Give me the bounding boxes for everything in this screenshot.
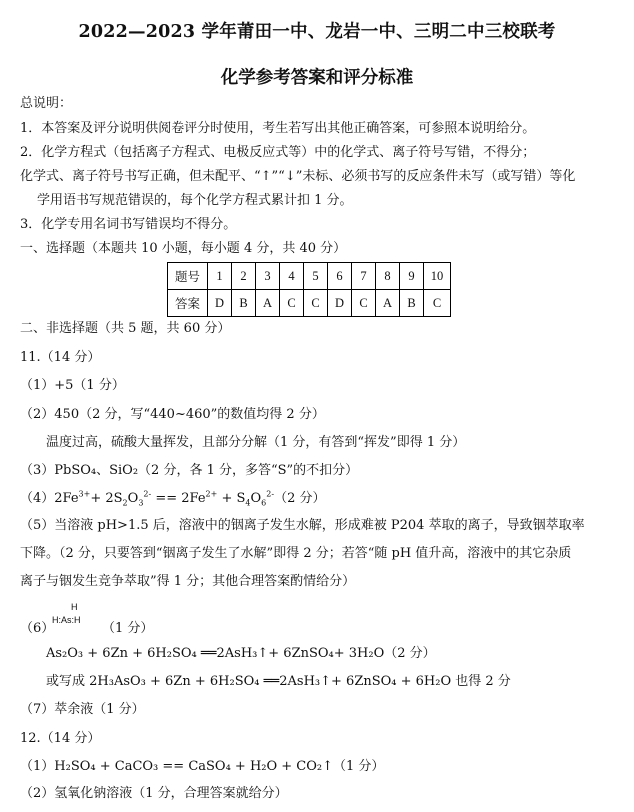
answer-cell: B <box>232 290 256 317</box>
page-title: 2022—2023 学年莆田一中、龙岩一中、三明二中三校联考 <box>78 22 556 42</box>
question-number: 6 <box>328 263 352 290</box>
q11-equation-2: 或写成 2H₃AsO₃ + 6Zn + 6H₂SO₄ ══2AsH₃↑+ 6ZnSO₄ + 6H₂O 也得 2 分 <box>46 674 511 689</box>
eq-sup: 3+ <box>78 489 91 499</box>
eq-text: + 2S <box>90 491 123 506</box>
q11-part-5-line3: 离子与铟发生竞争萃取”得 1 分；其他合理答案酌情给分） <box>20 574 356 589</box>
q11-part-4 <box>20 491 325 507</box>
arsine-lewis-structure <box>52 602 102 630</box>
answer-cell: C <box>352 290 376 317</box>
section-2-heading: 二、非选择题（共 5 题，共 60 分） <box>20 321 231 336</box>
q12-part-2: （2）氢氧化钠溶液（1 分，合理答案就给分） <box>20 786 288 801</box>
answer-cell: A <box>256 290 280 317</box>
eq-text: == 2Fe <box>151 491 206 506</box>
q11-part-2: （2）450（2 分，写“440~460”的数值均得 2 分） <box>20 407 325 422</box>
answer-cell: D <box>208 290 232 317</box>
q11-part-6-label: （6） <box>20 621 55 636</box>
eq-text: + S <box>217 491 246 506</box>
q12-heading: 12.（14 分） <box>20 731 101 746</box>
question-number: 10 <box>424 263 451 290</box>
row-label-answer: 答案 <box>168 290 208 317</box>
eq-sup: 2- <box>143 489 152 499</box>
eq-sub: 4 <box>245 498 251 508</box>
note-3: 3．化学专用名词书写错误均不得分。 <box>20 217 237 232</box>
section-1-heading: 一、选择题（本题共 10 小题，每小题 4 分，共 40 分） <box>20 241 347 256</box>
q11-part-5-line1: （5）当溶液 pH>1.5 后，溶液中的铟离子发生水解，形成难被 P204 萃取的离子，导致铟萃取率 <box>20 518 585 533</box>
page-subtitle: 化学参考答案和评分标准 <box>220 68 414 88</box>
question-number: 4 <box>280 263 304 290</box>
eq-text: O <box>127 491 139 506</box>
q11-part-7: （7）萃余液（1 分） <box>20 702 145 717</box>
answer-table <box>167 262 451 317</box>
eq-text: （2 分） <box>274 491 326 506</box>
eq-text: O <box>250 491 262 506</box>
q11-heading: 11.（14 分） <box>20 350 101 365</box>
answer-cell: A <box>376 290 400 317</box>
answer-cell: C <box>304 290 328 317</box>
note-2-cont2: 学用语书写规范错误的，每个化学方程式累计扣 1 分。 <box>37 193 353 208</box>
question-number: 9 <box>400 263 424 290</box>
note-2-cont: 化学式、离子符号书写正确，但未配平、“↑”“↓”未标、必须书写的反应条件未写（或写错）等化 <box>20 169 576 184</box>
lewis-top-h: H <box>71 602 78 612</box>
q11-part-2-reason: 温度过高，硫酸大量挥发，且部分分解（1 分，有答到“挥发”即得 1 分） <box>46 435 466 450</box>
eq-sub: 2 <box>122 498 128 508</box>
eq-sub: 6 <box>261 498 267 508</box>
general-header: 总说明： <box>20 96 73 111</box>
q11-part-1: （1）+5（1 分） <box>20 378 125 393</box>
note-2: 2．化学方程式（包括离子方程式、电极反应式等）中的化学式、离子符号写错，不得分； <box>20 145 536 160</box>
answer-cell: C <box>280 290 304 317</box>
answer-cell: C <box>424 290 451 317</box>
lewis-row: H:As:H <box>52 615 81 625</box>
q12-part-1: （1）H₂SO₄ + CaCO₃ == CaSO₄ + H₂O + CO₂↑（1 分） <box>20 759 385 774</box>
question-number: 7 <box>352 263 376 290</box>
eq-sup: 2- <box>266 489 275 499</box>
question-number: 1 <box>208 263 232 290</box>
q11-part-3: （3）PbSO₄、SiO₂（2 分，各 1 分，多答“S”的不扣分） <box>20 463 359 478</box>
row-label-number: 题号 <box>168 263 208 290</box>
table-row <box>168 263 451 290</box>
question-number: 5 <box>304 263 328 290</box>
q11-part-6-score: （1 分） <box>102 621 154 636</box>
note-1: 1．本答案及评分说明供阅卷评分时使用，考生若写出其他正确答案，可参照本说明给分。 <box>20 121 536 136</box>
answer-cell: B <box>400 290 424 317</box>
question-number: 3 <box>256 263 280 290</box>
answer-cell: D <box>328 290 352 317</box>
q11-part-5-line2: 下降。（2 分，只要答到“铟离子发生了水解”即得 2 分；若答“随 pH 值升高，溶液中的其它杂质 <box>20 546 572 561</box>
question-number: 8 <box>376 263 400 290</box>
table-row <box>168 290 451 317</box>
eq-text: （4）2Fe <box>20 491 79 506</box>
question-number: 2 <box>232 263 256 290</box>
q11-equation-1: As₂O₃ + 6Zn + 6H₂SO₄ ══2AsH₃↑+ 6ZnSO₄+ 3H₂O（2 分） <box>46 646 436 661</box>
eq-sup: 2+ <box>205 489 218 499</box>
eq-sub: 3 <box>138 498 144 508</box>
